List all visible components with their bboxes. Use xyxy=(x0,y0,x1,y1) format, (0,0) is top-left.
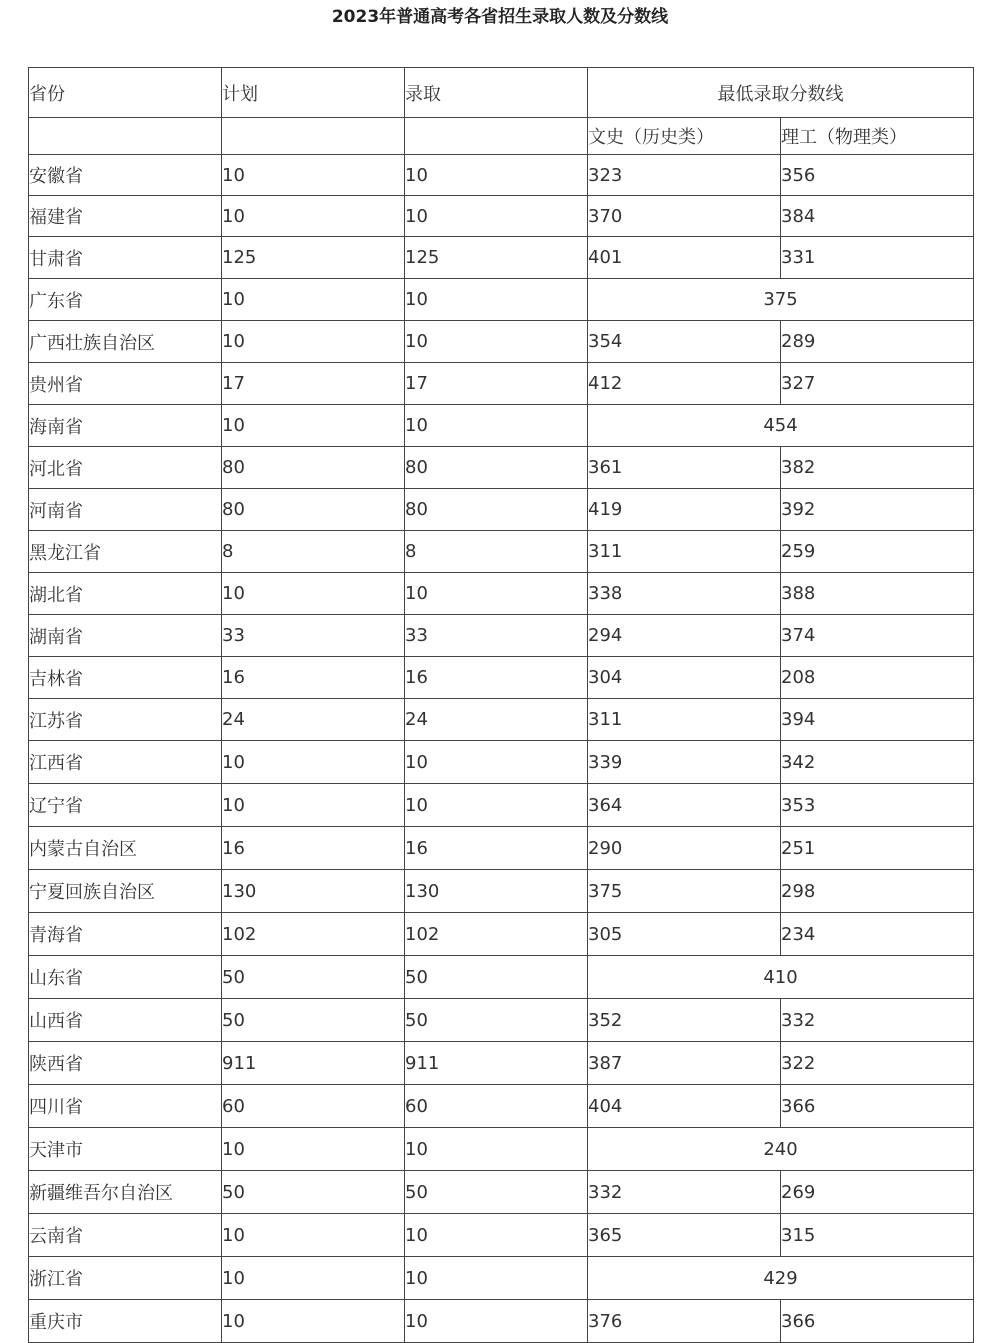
province-cell: 天津市 xyxy=(29,1128,222,1171)
admitted-cell: 130 xyxy=(405,870,588,913)
admitted-cell: 17 xyxy=(405,363,588,405)
admitted-cell: 10 xyxy=(405,573,588,615)
arts-score-cell: 364 xyxy=(588,784,781,827)
table-row xyxy=(29,956,974,999)
arts-score-cell: 311 xyxy=(588,699,781,741)
plan-cell: 60 xyxy=(222,1085,405,1128)
province-cell: 海南省 xyxy=(29,405,222,447)
plan-cell: 10 xyxy=(222,1128,405,1171)
admitted-cell: 10 xyxy=(405,279,588,321)
admitted-cell: 10 xyxy=(405,196,588,237)
admitted-cell: 10 xyxy=(405,321,588,363)
plan-cell: 10 xyxy=(222,279,405,321)
table-row xyxy=(29,657,974,699)
arts-score-cell: 352 xyxy=(588,999,781,1042)
plan-cell: 8 xyxy=(222,531,405,573)
province-cell: 湖北省 xyxy=(29,573,222,615)
plan-cell: 33 xyxy=(222,615,405,657)
science-score-cell: 384 xyxy=(781,196,974,237)
science-score-cell: 259 xyxy=(781,531,974,573)
science-score-cell: 342 xyxy=(781,741,974,784)
plan-cell: 80 xyxy=(222,447,405,489)
page-title: 2023年普通高考各省招生录取人数及分数线 xyxy=(331,7,669,27)
table-row xyxy=(29,1214,974,1257)
arts-score-cell: 305 xyxy=(588,913,781,956)
province-cell: 宁夏回族自治区 xyxy=(29,870,222,913)
table-row xyxy=(29,699,974,741)
table-row xyxy=(29,870,974,913)
science-score-cell: 353 xyxy=(781,784,974,827)
table-row xyxy=(29,447,974,489)
admitted-cell: 8 xyxy=(405,531,588,573)
subheader-empty-cell xyxy=(29,118,222,155)
admitted-cell: 50 xyxy=(405,1171,588,1214)
combined-score-cell: 454 xyxy=(588,405,974,447)
admitted-cell: 50 xyxy=(405,999,588,1042)
science-score-cell: 208 xyxy=(781,657,974,699)
plan-cell: 10 xyxy=(222,196,405,237)
admitted-cell: 125 xyxy=(405,237,588,279)
plan-cell: 16 xyxy=(222,827,405,870)
province-cell: 云南省 xyxy=(29,1214,222,1257)
admitted-cell: 10 xyxy=(405,784,588,827)
plan-cell: 10 xyxy=(222,1257,405,1300)
admitted-cell: 10 xyxy=(405,405,588,447)
science-score-cell: 298 xyxy=(781,870,974,913)
table-row xyxy=(29,531,974,573)
admitted-cell: 16 xyxy=(405,827,588,870)
province-cell: 广西壮族自治区 xyxy=(29,321,222,363)
science-score-cell: 356 xyxy=(781,155,974,196)
header-liberal-arts: 文史（历史类） xyxy=(588,118,781,155)
combined-score-cell: 375 xyxy=(588,279,974,321)
arts-score-cell: 401 xyxy=(588,237,781,279)
table-row xyxy=(29,155,974,196)
science-score-cell: 322 xyxy=(781,1042,974,1085)
science-score-cell: 332 xyxy=(781,999,974,1042)
science-score-cell: 392 xyxy=(781,489,974,531)
header-min-score: 最低录取分数线 xyxy=(588,68,974,118)
arts-score-cell: 404 xyxy=(588,1085,781,1128)
province-cell: 青海省 xyxy=(29,913,222,956)
admitted-cell: 80 xyxy=(405,447,588,489)
admitted-cell: 10 xyxy=(405,1214,588,1257)
province-cell: 江苏省 xyxy=(29,699,222,741)
table-row xyxy=(29,741,974,784)
table-row xyxy=(29,489,974,531)
science-score-cell: 289 xyxy=(781,321,974,363)
province-cell: 福建省 xyxy=(29,196,222,237)
arts-score-cell: 304 xyxy=(588,657,781,699)
table-row xyxy=(29,1171,974,1214)
admitted-cell: 10 xyxy=(405,1257,588,1300)
arts-score-cell: 370 xyxy=(588,196,781,237)
table-row xyxy=(29,1128,974,1171)
science-score-cell: 374 xyxy=(781,615,974,657)
table-row xyxy=(29,573,974,615)
plan-cell: 10 xyxy=(222,1214,405,1257)
admitted-cell: 10 xyxy=(405,155,588,196)
arts-score-cell: 375 xyxy=(588,870,781,913)
table-row xyxy=(29,784,974,827)
admitted-cell: 60 xyxy=(405,1085,588,1128)
province-cell: 广东省 xyxy=(29,279,222,321)
table-row xyxy=(29,405,974,447)
plan-cell: 911 xyxy=(222,1042,405,1085)
table-row xyxy=(29,827,974,870)
arts-score-cell: 387 xyxy=(588,1042,781,1085)
combined-score-cell: 429 xyxy=(588,1257,974,1300)
admitted-cell: 10 xyxy=(405,1300,588,1343)
arts-score-cell: 361 xyxy=(588,447,781,489)
arts-score-cell: 354 xyxy=(588,321,781,363)
plan-cell: 10 xyxy=(222,784,405,827)
admission-score-table xyxy=(28,67,974,1343)
admitted-cell: 10 xyxy=(405,1128,588,1171)
arts-score-cell: 290 xyxy=(588,827,781,870)
plan-cell: 50 xyxy=(222,999,405,1042)
combined-score-cell: 240 xyxy=(588,1128,974,1171)
header-science: 理工（物理类） xyxy=(781,118,974,155)
province-cell: 安徽省 xyxy=(29,155,222,196)
arts-score-cell: 294 xyxy=(588,615,781,657)
plan-cell: 50 xyxy=(222,1171,405,1214)
province-cell: 陕西省 xyxy=(29,1042,222,1085)
science-score-cell: 382 xyxy=(781,447,974,489)
table-row xyxy=(29,1085,974,1128)
subheader-row xyxy=(29,118,974,155)
admitted-cell: 50 xyxy=(405,956,588,999)
header-admitted: 录取 xyxy=(405,68,588,118)
province-cell: 江西省 xyxy=(29,741,222,784)
province-cell: 新疆维吾尔自治区 xyxy=(29,1171,222,1214)
plan-cell: 10 xyxy=(222,573,405,615)
science-score-cell: 331 xyxy=(781,237,974,279)
arts-score-cell: 338 xyxy=(588,573,781,615)
province-cell: 黑龙江省 xyxy=(29,531,222,573)
arts-score-cell: 412 xyxy=(588,363,781,405)
arts-score-cell: 311 xyxy=(588,531,781,573)
science-score-cell: 234 xyxy=(781,913,974,956)
province-cell: 浙江省 xyxy=(29,1257,222,1300)
science-score-cell: 251 xyxy=(781,827,974,870)
science-score-cell: 315 xyxy=(781,1214,974,1257)
table-row xyxy=(29,363,974,405)
combined-score-cell: 410 xyxy=(588,956,974,999)
province-cell: 内蒙古自治区 xyxy=(29,827,222,870)
header-plan: 计划 xyxy=(222,68,405,118)
table-row xyxy=(29,615,974,657)
plan-cell: 24 xyxy=(222,699,405,741)
admitted-cell: 102 xyxy=(405,913,588,956)
admitted-cell: 911 xyxy=(405,1042,588,1085)
province-cell: 山东省 xyxy=(29,956,222,999)
province-cell: 山西省 xyxy=(29,999,222,1042)
table-row xyxy=(29,1257,974,1300)
admitted-cell: 24 xyxy=(405,699,588,741)
science-score-cell: 366 xyxy=(781,1085,974,1128)
admitted-cell: 10 xyxy=(405,741,588,784)
science-score-cell: 394 xyxy=(781,699,974,741)
science-score-cell: 366 xyxy=(781,1300,974,1343)
plan-cell: 10 xyxy=(222,155,405,196)
arts-score-cell: 365 xyxy=(588,1214,781,1257)
science-score-cell: 388 xyxy=(781,573,974,615)
admitted-cell: 80 xyxy=(405,489,588,531)
plan-cell: 16 xyxy=(222,657,405,699)
subheader-empty-cell xyxy=(405,118,588,155)
admitted-cell: 33 xyxy=(405,615,588,657)
arts-score-cell: 339 xyxy=(588,741,781,784)
arts-score-cell: 323 xyxy=(588,155,781,196)
province-cell: 甘肃省 xyxy=(29,237,222,279)
plan-cell: 102 xyxy=(222,913,405,956)
table-row xyxy=(29,321,974,363)
header-row xyxy=(29,68,974,118)
plan-cell: 50 xyxy=(222,956,405,999)
province-cell: 四川省 xyxy=(29,1085,222,1128)
plan-cell: 130 xyxy=(222,870,405,913)
plan-cell: 10 xyxy=(222,1300,405,1343)
table-row xyxy=(29,196,974,237)
science-score-cell: 269 xyxy=(781,1171,974,1214)
table-row xyxy=(29,913,974,956)
province-cell: 重庆市 xyxy=(29,1300,222,1343)
arts-score-cell: 419 xyxy=(588,489,781,531)
province-cell: 河北省 xyxy=(29,447,222,489)
province-cell: 贵州省 xyxy=(29,363,222,405)
science-score-cell: 327 xyxy=(781,363,974,405)
table-row xyxy=(29,999,974,1042)
arts-score-cell: 376 xyxy=(588,1300,781,1343)
plan-cell: 125 xyxy=(222,237,405,279)
table-row xyxy=(29,279,974,321)
plan-cell: 10 xyxy=(222,741,405,784)
table-row xyxy=(29,1042,974,1085)
table-row xyxy=(29,237,974,279)
arts-score-cell: 332 xyxy=(588,1171,781,1214)
plan-cell: 10 xyxy=(222,321,405,363)
plan-cell: 17 xyxy=(222,363,405,405)
admitted-cell: 16 xyxy=(405,657,588,699)
plan-cell: 80 xyxy=(222,489,405,531)
province-cell: 湖南省 xyxy=(29,615,222,657)
header-province: 省份 xyxy=(29,68,222,118)
plan-cell: 10 xyxy=(222,405,405,447)
province-cell: 河南省 xyxy=(29,489,222,531)
province-cell: 吉林省 xyxy=(29,657,222,699)
subheader-empty-cell xyxy=(222,118,405,155)
province-cell: 辽宁省 xyxy=(29,784,222,827)
table-row xyxy=(29,1300,974,1343)
